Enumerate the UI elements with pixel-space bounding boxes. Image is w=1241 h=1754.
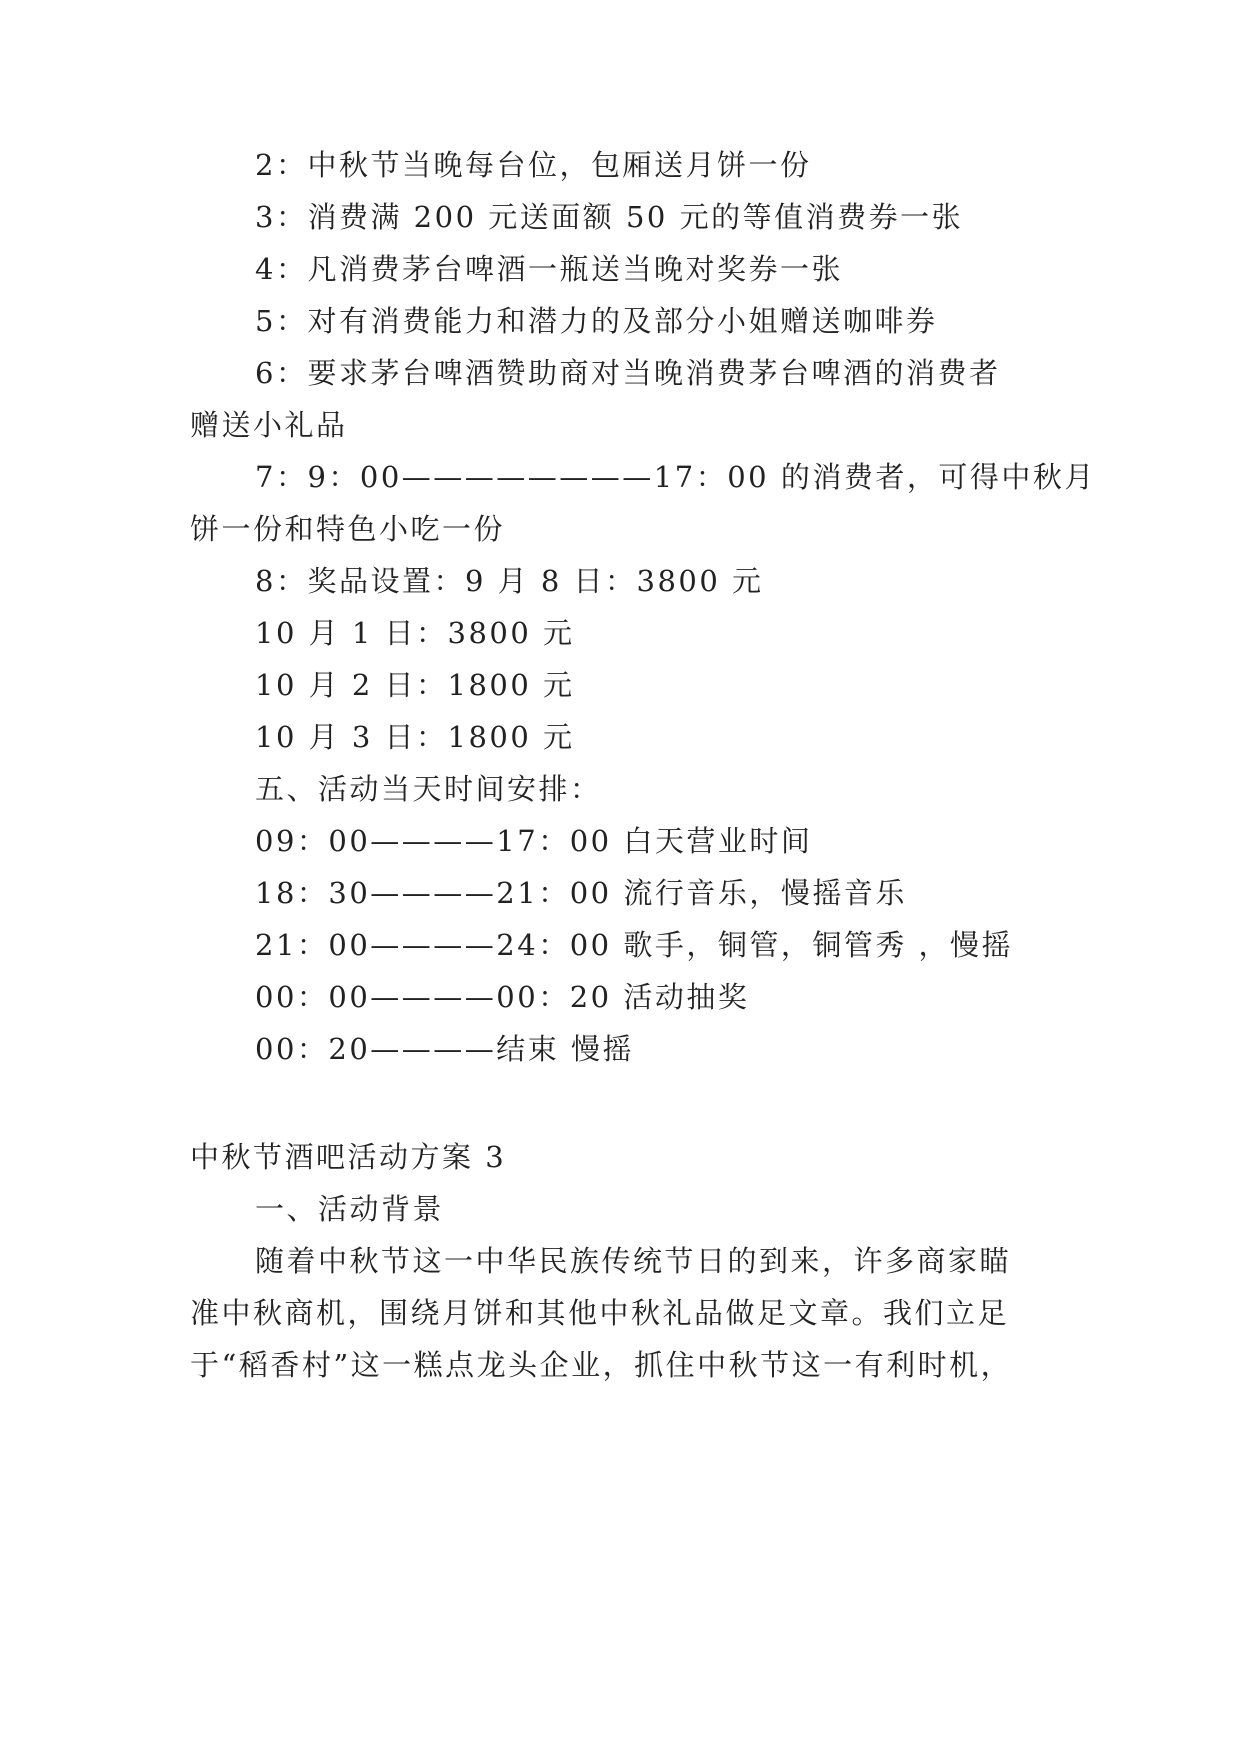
schedule-row-1: 09：00————17：00 白天营业时间 <box>255 824 813 858</box>
list-item-5: 5：对有消费能力和潜力的及部分小姐赠送咖啡券 <box>255 304 938 338</box>
schedule-row-5: 00：20————结束 慢摇 <box>255 1032 635 1066</box>
schedule-row-2: 18：30————21：00 流行音乐，慢摇音乐 <box>255 876 907 910</box>
list-item-2: 2：中秋节当晚每台位，包厢送月饼一份 <box>255 148 812 182</box>
paragraph-line-1: 随着中秋节这一中华民族传统节日的到来，许多商家瞄 <box>255 1244 1012 1278</box>
list-item-6-line2: 赠送小礼品 <box>190 408 348 442</box>
plan-title: 中秋节酒吧活动方案 3 <box>190 1140 507 1174</box>
list-item-7-line2: 饼一份和特色小吃一份 <box>190 512 506 546</box>
list-item-4: 4：凡消费茅台啤酒一瓶送当晚对奖券一张 <box>255 252 843 286</box>
background-heading: 一、活动背景 <box>255 1192 445 1226</box>
prize-oct-2: 10 月 2 日：1800 元 <box>255 668 575 702</box>
section-five-heading: 五、活动当天时间安排： <box>255 772 602 806</box>
list-item-6-line1: 6：要求茅台啤酒赞助商对当晚消费茅台啤酒的消费者 <box>255 356 1001 390</box>
schedule-row-3: 21：00————24：00 歌手，铜管，铜管秀 ，慢摇 <box>255 928 1014 962</box>
prize-oct-1: 10 月 1 日：3800 元 <box>255 616 575 650</box>
prize-oct-3: 10 月 3 日：1800 元 <box>255 720 575 754</box>
schedule-row-4: 00：00————00：20 活动抽奖 <box>255 980 750 1014</box>
list-item-8: 8：奖品设置：9 月 8 日：3800 元 <box>255 564 764 598</box>
list-item-7-line1: 7：9：00————————17：00 的消费者，可得中秋月 <box>255 460 1096 494</box>
list-item-3: 3：消费满 200 元送面额 50 元的等值消费券一张 <box>255 200 964 234</box>
paragraph-line-2: 准中秋商机，围绕月饼和其他中秋礼品做足文章。我们立足 <box>190 1296 1010 1330</box>
paragraph-line-3: 于“稻香村”这一糕点龙头企业，抓住中秋节这一有利时机， <box>190 1348 1013 1382</box>
